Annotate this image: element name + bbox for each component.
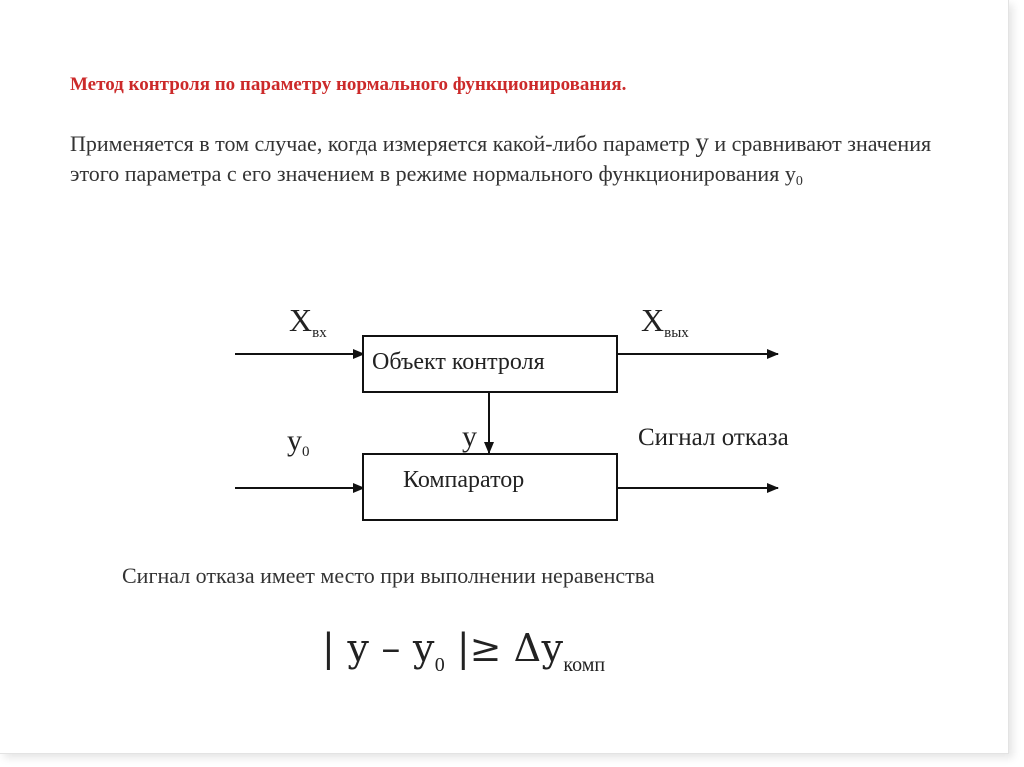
symbol-y: у <box>695 127 709 157</box>
y0-label: $у_0$ <box>287 424 310 460</box>
inequality-formula: | у – $у_0$ |≥ $\Delta у_{комп}$ <box>322 626 606 676</box>
y-label: у <box>462 420 477 453</box>
description-text-1: Применяется в том случае, когда измеряется какой-либо параметр <box>70 131 696 156</box>
description-text-2: и сравнивают значения этого параметра с его значением в режиме нормального функционирования <box>70 131 932 186</box>
x-in-label: $X_{вх}$ <box>289 302 327 341</box>
symbol-y0: $у_0$ <box>784 161 803 189</box>
failure-signal-label: Сигнал отказа <box>638 424 789 451</box>
object-box-label: Объект контроля <box>372 349 545 375</box>
slide-title: Метод контроля по параметру нормального функционирования. <box>70 74 627 95</box>
comparator-box-label: Компаратор <box>403 467 525 493</box>
x-out-label: $X_{вых}$ <box>641 302 689 341</box>
inequality-caption: Сигнал отказа имеет место при выполнении неравенства <box>122 563 655 588</box>
